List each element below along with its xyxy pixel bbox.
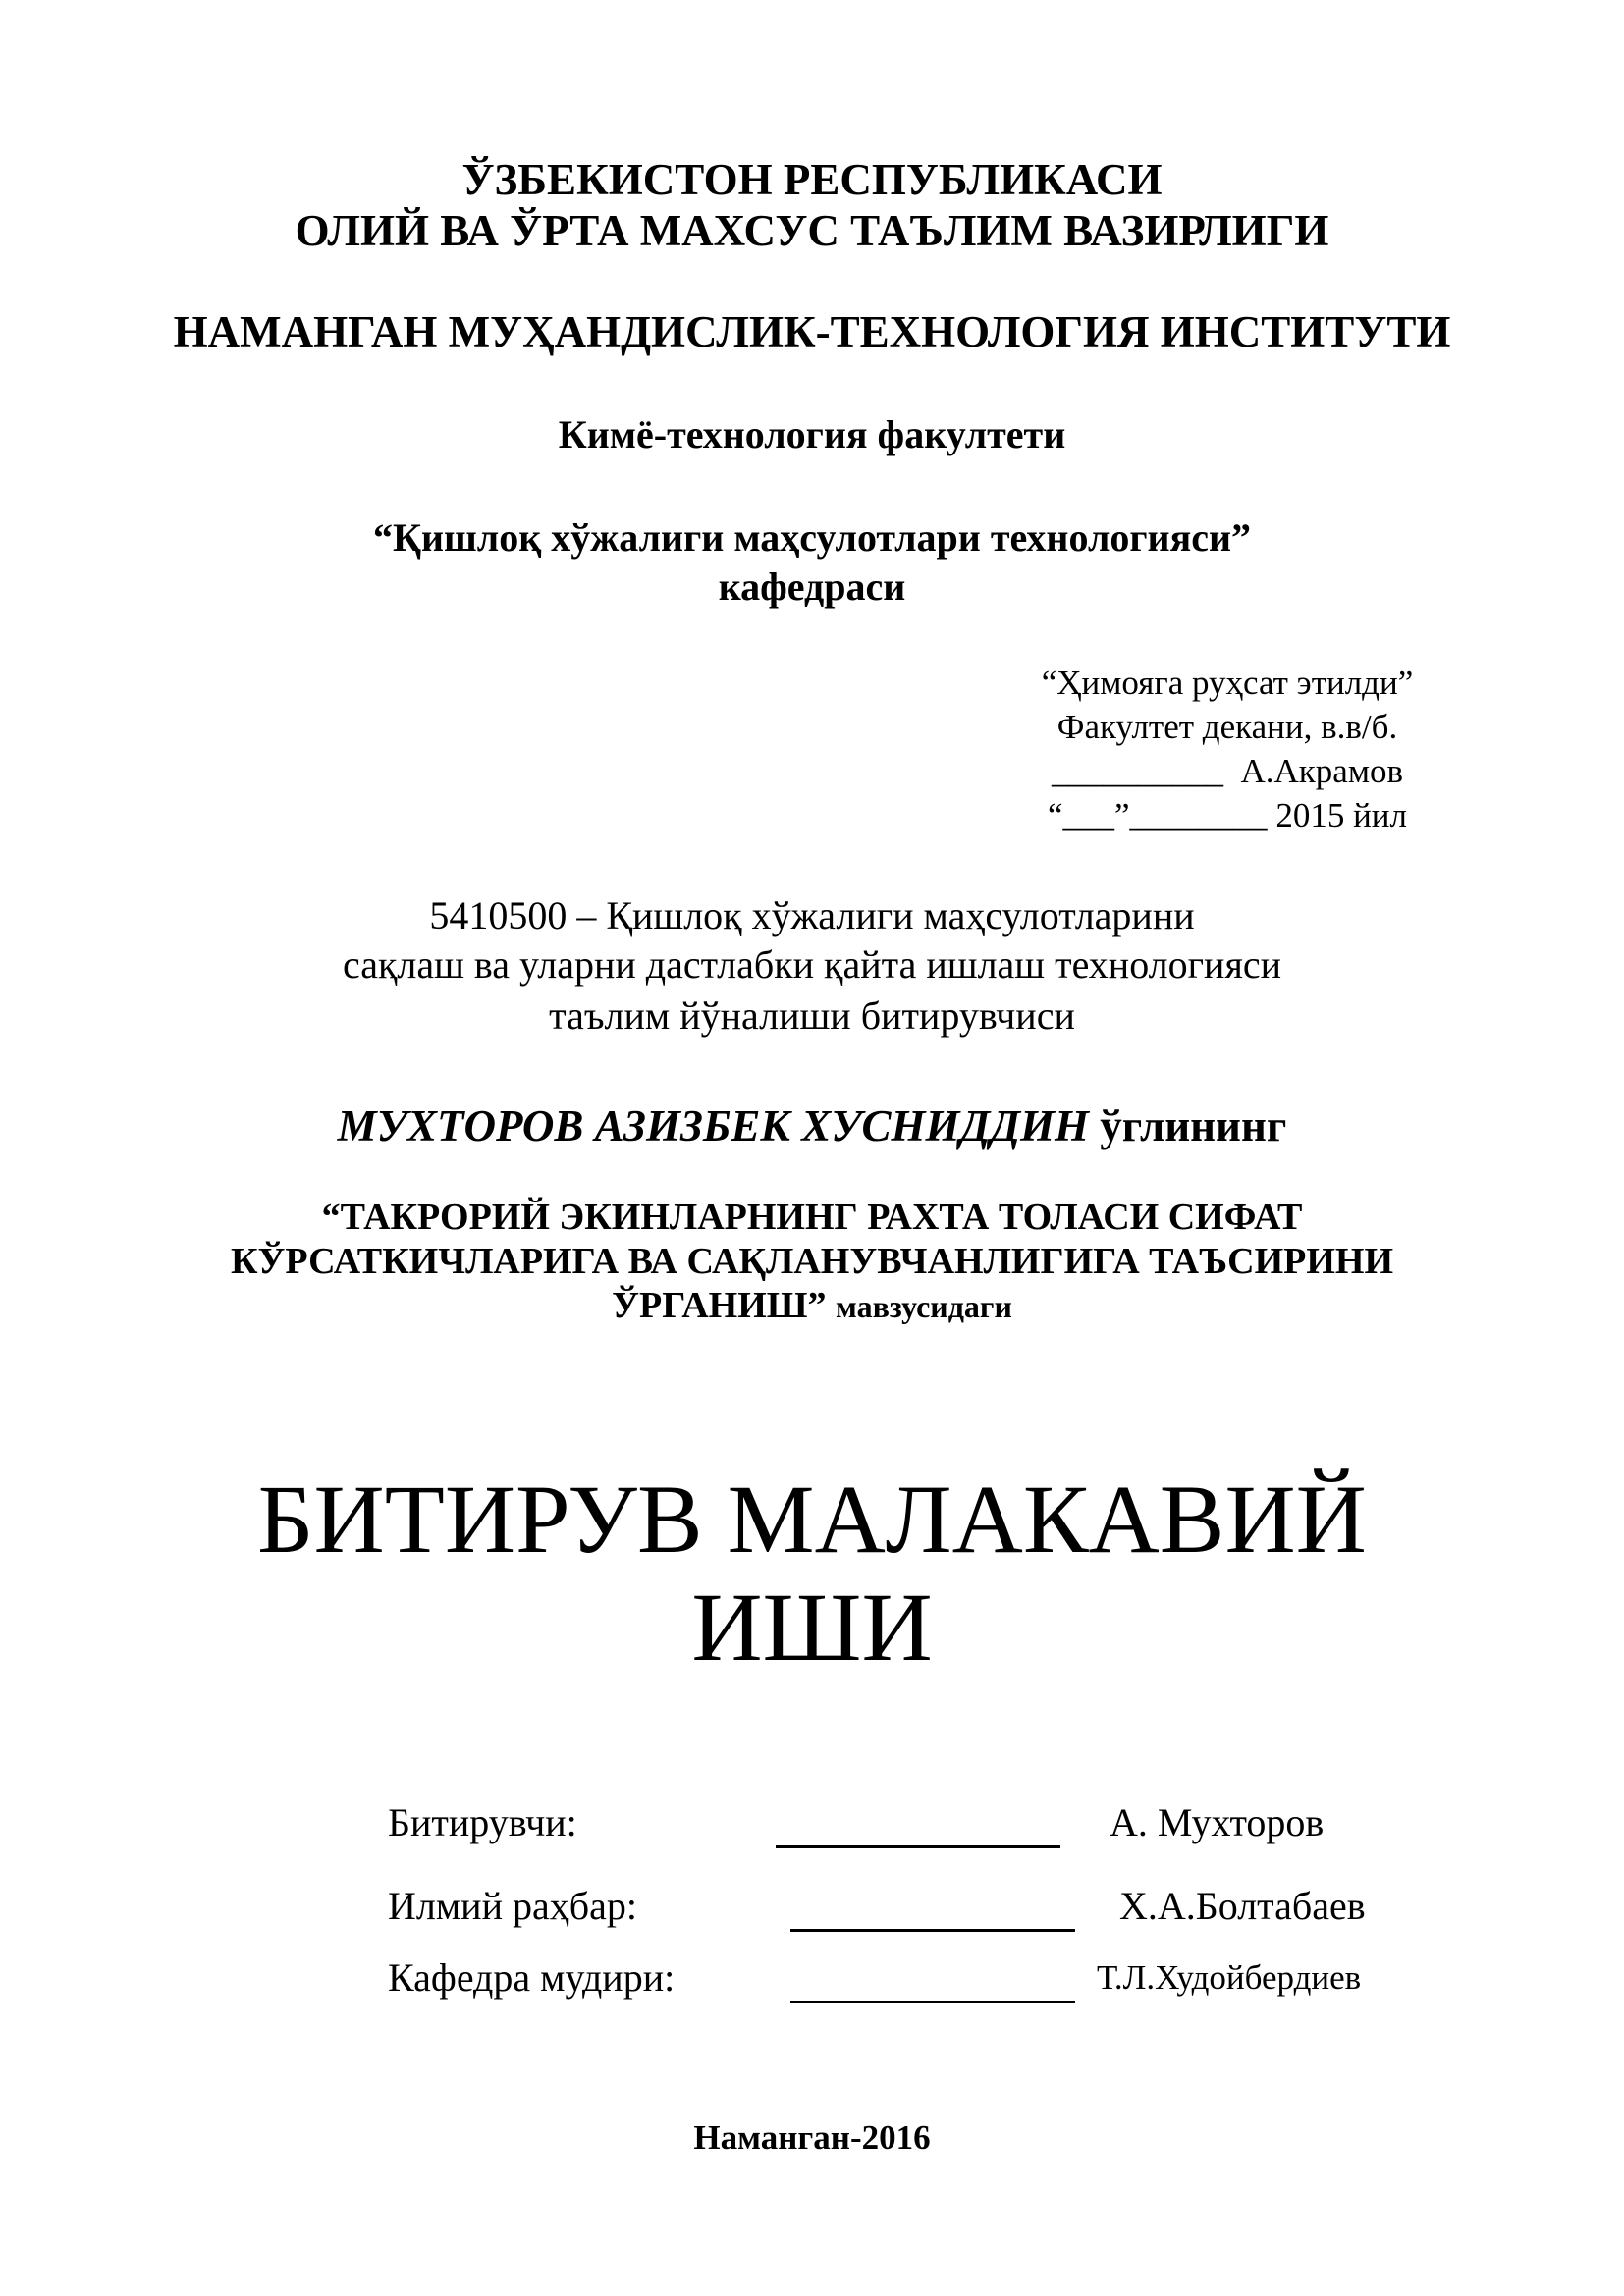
- topic-line2: КЎРСАТКИЧЛАРИГА ВА САҚЛАНУВЧАНЛИГИГА ТАЪСИРИНИ: [230, 1241, 1394, 1282]
- signature-role: Илмий раҳбар:: [388, 1884, 637, 1928]
- student-patronymic-suffix: ўглининг: [1100, 1101, 1287, 1150]
- signature-person: А. Мухторов: [1110, 1800, 1325, 1844]
- signature-person: Т.Л.Худойбердиев: [1097, 1958, 1362, 1997]
- signature-person: Х.А.Болтабаев: [1119, 1884, 1366, 1928]
- ministry-heading: ОЛИЙ ВА ЎРТА МАХСУС ТАЪЛИМ ВАЗИРЛИГИ: [295, 206, 1329, 255]
- document-title-line1: БИТИРУВ МАЛАКАВИЙ: [257, 1465, 1367, 1574]
- direction-line3: таълим йўналиши битирувчиси: [549, 993, 1075, 1038]
- signature-row-supervisor: [388, 1882, 1370, 1931]
- signature-line: [790, 1882, 1075, 1932]
- department-heading-line2: кафедраси: [718, 564, 906, 609]
- signature-role: Битирувчи:: [388, 1800, 577, 1844]
- approval-line2: Факултет декани, в.в/б.: [1056, 708, 1398, 746]
- signature-line: [776, 1798, 1060, 1848]
- student-line: [0, 1101, 1624, 1150]
- topic-line1: “ТАКРОРИЙ ЭКИНЛАРНИНГ РАХТА ТОЛАСИ СИФАТ: [321, 1197, 1303, 1238]
- topic-line3: [0, 1284, 1624, 1329]
- signature-row-graduate: [388, 1798, 1370, 1847]
- signature-role: Кафедра мудири:: [388, 1955, 676, 2000]
- faculty-heading: Кимё-технология факултети: [558, 412, 1066, 456]
- city-year: Наманган-2016: [693, 2118, 931, 2157]
- direction-line1: 5410500 – Қишлоқ хўжалиги маҳсулотларини: [429, 893, 1195, 937]
- approval-date-line: [982, 793, 1473, 837]
- approval-date-blank: “___”________: [1047, 796, 1268, 834]
- institute-heading: НАМАНГАН МУҲАНДИСЛИК-ТЕХНОЛОГИЯ ИНСТИТУТИ: [173, 307, 1451, 356]
- approval-signature-line: [982, 749, 1473, 793]
- topic-line3-tail: мавзусидаги: [836, 1289, 1012, 1324]
- document-title-line2: ИШИ: [691, 1573, 933, 1682]
- dean-name: А.Акрамов: [1240, 752, 1403, 790]
- republic-heading: ЎЗБЕКИСТОН РЕСПУБЛИКАСИ: [461, 155, 1163, 204]
- student-name: МУХТОРОВ АЗИЗБЕК ХУСНИДДИН: [337, 1101, 1090, 1150]
- signature-row-head-of-department: [388, 1953, 1370, 2002]
- approval-line1: “Ҳимояга руҳсат этилди”: [1041, 664, 1414, 702]
- department-heading-line1: “Қишлоқ хўжалиги маҳсулотлари технологияси”: [372, 515, 1252, 560]
- approval-blank: __________: [1051, 752, 1223, 790]
- signature-line: [790, 1953, 1075, 2003]
- approval-year: 2015 йил: [1275, 796, 1407, 834]
- direction-line2: сақлаш ва уларни дастлабки қайта ишлаш технологияси: [342, 942, 1282, 987]
- topic-line3-main: ЎРГАНИШ”: [612, 1285, 827, 1326]
